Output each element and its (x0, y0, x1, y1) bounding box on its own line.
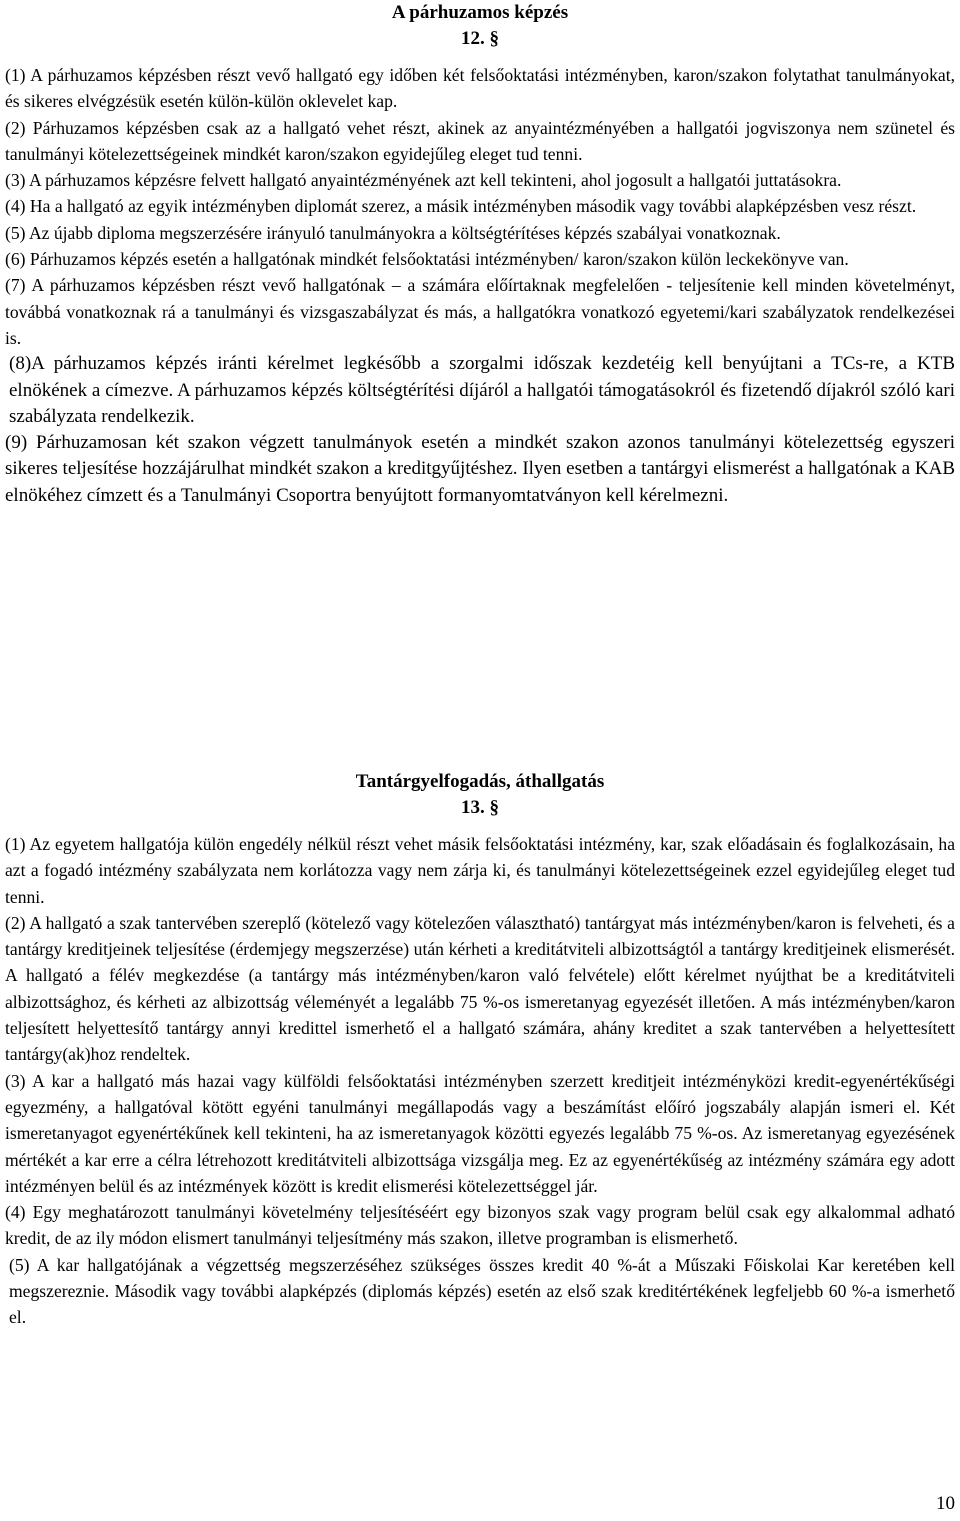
section-course-acceptance (5, 769, 955, 1331)
section-number: 12. § (461, 28, 499, 49)
paragraph-1: (1) Az egyetem hallgatója külön engedély nélkül részt vehet másik felsőoktatási intézmény, kar, szak előadásain és foglalkozásain, ha azt a fogadó intézmény szabályzata nem korlátozza vagy nem zárja ki, és tanulmányi kötelezettségeinek ezzel egyidejűleg eleget tud tenni. (5, 834, 955, 907)
paragraph-3: (3) A kar a hallgató más hazai vagy külföldi felsőoktatási intézményben szerzett kreditjeit intézményközi kredit-egyenértékűségi egyezmény, a hallgatóval kötött egyéni tanulmányi megállapodás vagy a beszámítást előíró jogszabály alapján ismeri el. Két ismeretanyagot egyenértékűnek kell tekinteni, ha az ismeretanyagok közötti egyezés legalább 75 %-os. Az ismeretanyag egyezésének mértékét a kar erre a célra létrehozott kreditátviteli albizottsága vizsgálja meg. Ez az egyenértékűség az intézmény számára egy adott intézményen belül és az intézmények között is kredit elismerési kötelezettséggel jár. (5, 1070, 955, 1196)
section-parallel-training (5, 0, 955, 509)
paragraph-2: (2) Párhuzamos képzésben csak az a hallgató vehet részt, akinek az anyaintézményében a hallgatói jogviszonya nem szünetel és tanulmányi kötelezettségeinek mindkét karon/szakon egyidejűleg eleget tud tenni. (5, 117, 955, 164)
paragraph-2: (2) A hallgató a szak tantervében szereplő (kötelező vagy kötelezően választható) tantárgyat más intézményben/karon is felveheti, és a tantárgy kreditjeinek teljesítése (érdemjegy megszerzése) után kérheti a kreditátviteli albizottságtól a tantárgy kreditjeinek elismerését. A hallgató a félév megkezdése (a tantárgy más intézményben/karon való felvétele) előtt kérelmet nyújthat be a kreditátviteli albizottsághoz, és kérheti az albizottság véleményét a legalább 75 %-os ismeretanyag egyezését illetően. A más intézményben/karon teljesített helyettesítő tantárgy annyi kredittel ismerhető el a hallgató számára, ahány kreditet a szak tantervében a helyettesített tantárgy(ak)hoz rendeltek. (5, 912, 955, 1065)
paragraph-8: (8)A párhuzamos képzés iránti kérelmet legkésőbb a szorgalmi időszak kezdetéig kell benyújtani a TCs-re, a KTB elnökének a címezve. A párhuzamos képzés költségtérítési díjáról a hallgatói támogatásokról és fizetendő díjakról szóló kari szabályzata rendelkezik. (9, 353, 955, 427)
paragraph-5: (5) Az újabb diploma megszerzésére irányuló tanulmányokra a költségtérítéses képzés szabályai vonatkoznak. (5, 222, 781, 243)
section-number: 13. § (461, 797, 499, 818)
paragraph-7: (7) A párhuzamos képzésben részt vevő hallgatónak – a számára előírtaknak megfelelően - teljesítenie kell minden követelményt, továbbá vonatkoznak rá a tanulmányi és vizsgaszabályzat és más, a hallgatókra vonatkozó egyetemi/kari szabályzatok rendelkezései is. (5, 275, 955, 348)
page-number: 10 (936, 1493, 955, 1514)
section-title: A párhuzamos képzés (391, 2, 569, 23)
paragraph-6: (6) Párhuzamos képzés esetén a hallgatónak mindkét felsőoktatási intézményben/ karon/szakon külön leckekönyve van. (5, 249, 849, 270)
paragraph-3: (3) A párhuzamos képzésre felvett hallgató anyaintézményének azt kell tekinteni, ahol jogosult a hallgatói juttatásokra. (5, 170, 842, 191)
paragraph-9: (9) Párhuzamosan két szakon végzett tanulmányok esetén a mindkét szakon azonos tanulmányi kötelezettség egyszeri sikeres teljesítése hozzájárulhat mindkét szakon a kreditgyűjtéshez. Ilyen esetben a tantárgyi elismerést a hallgatónak a KAB elnökéhez címzett és a Tanulmányi Csoportra benyújtott formanyomtatványon kell kérelmezni. (5, 432, 955, 506)
paragraph-4: (4) Egy meghatározott tanulmányi követelmény teljesítéséért egy bizonyos szak vagy program belül csak egy alkalommal adható kredit, de az ily módon elismert tanulmányi teljesítmény más szakon, illetve programban is elismerhető. (5, 1202, 955, 1249)
paragraph-5: (5) A kar hallgatójának a végzettség megszerzéséhez szükséges összes kredit 40 %-át a Műszaki Főiskolai Kar keretében kell megszereznie. Második vagy további alapképzés (diplomás képzés) esetén az első szak kreditértékének legfeljebb 60 %-a ismerhető el. (9, 1254, 955, 1328)
paragraph-4: (4) Ha a hallgató az egyik intézményben diplomát szerez, a másik intézményben második vagy további alapképzésben vesz részt. (5, 196, 917, 217)
paragraph-1: (1) A párhuzamos képzésben részt vevő hallgató egy időben két felsőoktatási intézményben, karon/szakon folytathat tanulmányokat, és sikeres elvégzésük esetén külön-külön oklevelet kap. (5, 65, 955, 112)
section-title: Tantárgyelfogadás, áthallgatás (355, 771, 605, 792)
